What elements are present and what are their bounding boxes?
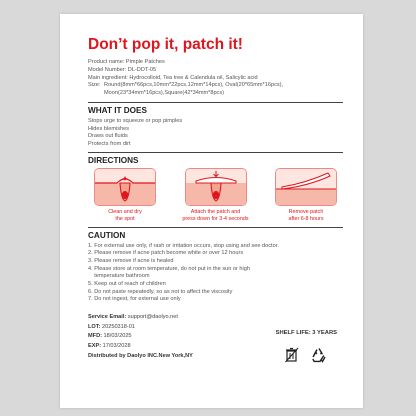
size-label: Size: bbox=[88, 82, 101, 89]
mfd-value: 18/03/2025 bbox=[103, 333, 132, 340]
service-email-label: Service Email: bbox=[88, 314, 127, 321]
trash-bin-icon bbox=[285, 347, 299, 368]
list-item: Hides blemishes bbox=[88, 125, 130, 132]
what-it-does-title: WHAT IT DOES bbox=[88, 105, 147, 115]
caution-item: 5. Keep out of reach of children bbox=[88, 281, 166, 288]
label-footer bbox=[88, 313, 343, 361]
lot-label: LOT: bbox=[88, 323, 101, 330]
caution-item: 7. Do not ingest, for external use only bbox=[88, 296, 181, 303]
step-remove bbox=[269, 168, 343, 222]
step-attach bbox=[179, 168, 253, 222]
main-ingredient: Main ingredient: Hydrocolloid, Tea tree & Calendula oil, Salicylic acid bbox=[88, 74, 258, 81]
step-caption: Attach the patch and press down for 3-4 seconds bbox=[182, 209, 249, 222]
list-item: Stops urge to squeeze or pop pimples bbox=[88, 117, 183, 124]
model-number: Model Number: DL-DDT-05 bbox=[88, 66, 157, 73]
caution-item: 4. Please store at room temperature, do not put in the sun or high bbox=[88, 265, 251, 272]
exp-label: EXP: bbox=[88, 342, 102, 349]
list-item: Draws out fluids bbox=[88, 133, 128, 140]
step-caption: Remove patch after 6-8 hours bbox=[288, 209, 324, 222]
divider bbox=[88, 227, 343, 228]
disposal-icons bbox=[285, 347, 327, 368]
size-value: Round(8mm*66pcs,10mm*22pcs,12mm*14pcs), Oval(20*65mm*16pcs), Moon(23*34mm*16pcs),Square(42*34mm*8pcs) bbox=[104, 82, 284, 97]
recycle-icon bbox=[311, 347, 327, 368]
caution-item: 1. For external use only, if rash or irritation occurs, stop using and see doctor. bbox=[88, 242, 279, 249]
product-specs bbox=[88, 59, 343, 98]
distributor-text: Distributed by Daolyo INC.New York,NY bbox=[88, 352, 193, 359]
divider bbox=[88, 102, 343, 103]
caution-item: temperature bathroom bbox=[88, 273, 150, 280]
headline: Don’t pop it, patch it! bbox=[88, 36, 243, 53]
lot-value: 20250318-01 bbox=[102, 323, 135, 330]
divider bbox=[88, 152, 343, 153]
caution-title: CAUTION bbox=[88, 230, 126, 240]
skin-remove-illustration bbox=[275, 168, 337, 206]
exp-value: 17/03/2028 bbox=[102, 342, 131, 349]
skin-clean-illustration bbox=[94, 168, 156, 206]
shelf-life: SHELF LIFE: 3 YEARS bbox=[275, 330, 337, 337]
service-email-value: support@daolyo.net bbox=[127, 314, 178, 321]
caution-item: 3. Please remove if acne is healed bbox=[88, 257, 174, 264]
size-row bbox=[88, 82, 343, 98]
directions-title: DIRECTIONS bbox=[88, 156, 139, 166]
list-item: Protects from dirt bbox=[88, 140, 131, 147]
what-it-does-list bbox=[88, 118, 343, 148]
step-clean bbox=[88, 168, 162, 222]
product-name: Product name: Pimple Patches bbox=[88, 59, 165, 65]
caution-item: 2. Please remove if acne patch become white or over 12 hours bbox=[88, 250, 244, 257]
skin-patch-illustration bbox=[185, 168, 247, 206]
caution-list bbox=[88, 243, 343, 305]
step-caption: Clean and dry the spot bbox=[108, 209, 142, 222]
caution-item: 6. Do not paste repeatedly, so as not to affect the viscosity bbox=[88, 288, 233, 295]
mfd-label: MFD: bbox=[88, 333, 102, 340]
service-email bbox=[88, 313, 343, 323]
product-label-card bbox=[60, 14, 363, 408]
directions-steps bbox=[88, 168, 343, 222]
